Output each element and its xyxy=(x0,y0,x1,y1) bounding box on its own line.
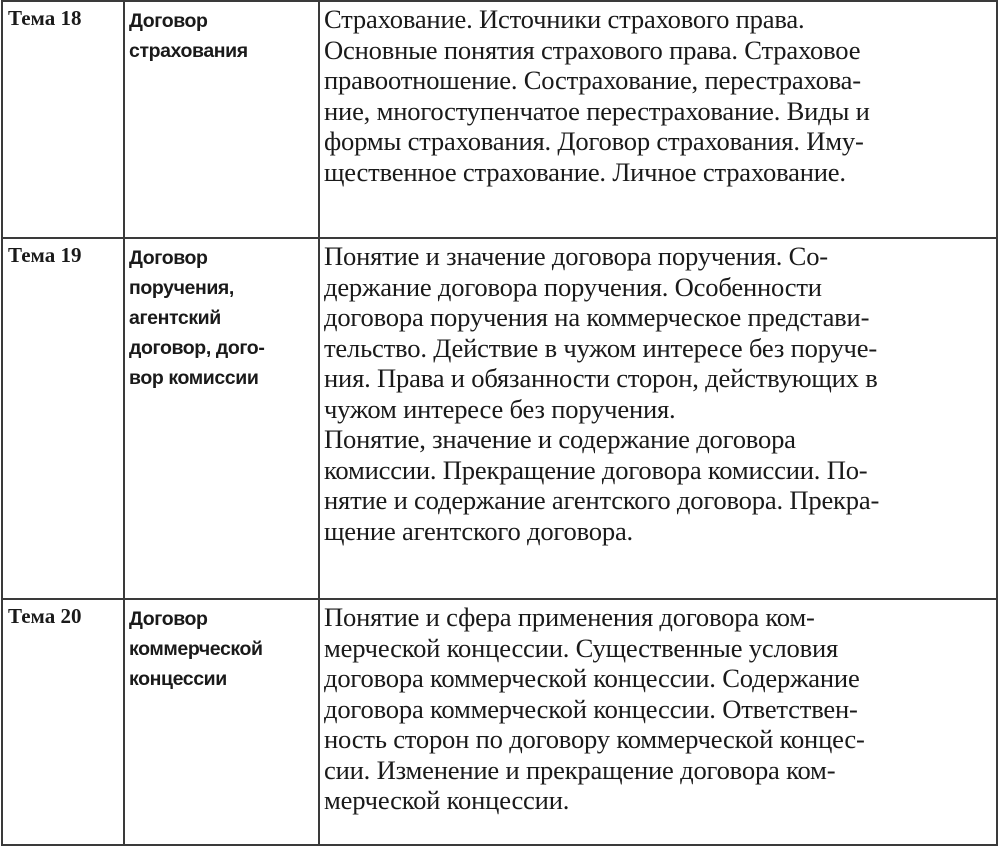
topic-description-cell xyxy=(319,599,997,845)
topic-number: Тема 20 xyxy=(8,604,82,628)
table-row xyxy=(2,238,997,599)
topic-number-cell xyxy=(2,1,124,238)
syllabus-table xyxy=(1,0,998,846)
topic-title-cell xyxy=(124,238,319,599)
description-line: чужом интересе без поручения. xyxy=(324,393,676,424)
topic-title-cell xyxy=(124,599,319,845)
description-line: мерческой концессии. Существенные условия xyxy=(324,632,839,663)
description-line: договора поручения на коммерческое представи- xyxy=(324,302,870,332)
description-line: правоотношение. Сострахование, перестрахова- xyxy=(324,65,861,95)
topic-title-line: договор, дого- xyxy=(129,337,265,359)
description-line: Основные понятия страхового права. Страховое xyxy=(324,34,861,65)
description-line: ность сторон по договору коммерческой концес- xyxy=(324,724,865,754)
topic-title-line: концессии xyxy=(129,668,227,690)
topic-title-line: поручения, xyxy=(129,277,234,299)
topic-number: Тема 19 xyxy=(8,243,82,267)
topic-number-cell xyxy=(2,238,124,599)
description-line: держание договора поручения. Особенности xyxy=(324,271,822,302)
topic-title-line: вор комиссии xyxy=(129,367,259,389)
topic-title-line: агентский xyxy=(129,307,221,329)
description-line: нятие и содержание агентского договора. Прекра- xyxy=(324,485,880,515)
description-line: сии. Изменение и прекращение договора ком- xyxy=(324,754,836,785)
topic-title-line: страхования xyxy=(129,40,248,62)
topic-description-cell xyxy=(319,1,997,238)
description-line: ния. Права и обязанности сторон, действующих в xyxy=(324,363,878,393)
topic-number: Тема 18 xyxy=(8,6,82,30)
topic-title-line: Договор xyxy=(129,608,208,630)
topic-title-line: Договор xyxy=(129,247,208,269)
description-line: Понятие и значение договора поручения. Со- xyxy=(324,241,828,271)
table-row xyxy=(2,1,997,238)
description-line: мерческой концессии. xyxy=(324,785,570,815)
table-row xyxy=(2,599,997,845)
topic-title-cell xyxy=(124,1,319,238)
description-line: щение агентского договора. xyxy=(324,515,633,546)
description-line: тельство. Действие в чужом интересе без поруче- xyxy=(324,332,877,363)
description-line: комиссии. Прекращение договора комиссии. По- xyxy=(324,454,868,485)
topic-number-cell xyxy=(2,599,124,845)
description-line: формы страхования. Договор страхования. Иму- xyxy=(324,126,864,156)
description-line: Страхование. Источники страхового права. xyxy=(324,4,805,34)
topic-title-line: Договор xyxy=(129,10,208,32)
description-line: договора коммерческой концессии. Ответствен- xyxy=(324,693,858,724)
description-line: щественное страхование. Личное страхование. xyxy=(324,156,846,187)
topic-description-cell xyxy=(319,238,997,599)
topic-title-line: коммерческой xyxy=(129,638,263,660)
description-line: ние, многоступенчатое перестрахование. Виды и xyxy=(324,95,870,126)
description-line: Понятие, значение и содержание договора xyxy=(324,424,796,454)
description-line: Понятие и сфера применения договора ком- xyxy=(324,602,815,632)
description-line: договора коммерческой концессии. Содержание xyxy=(324,663,860,693)
